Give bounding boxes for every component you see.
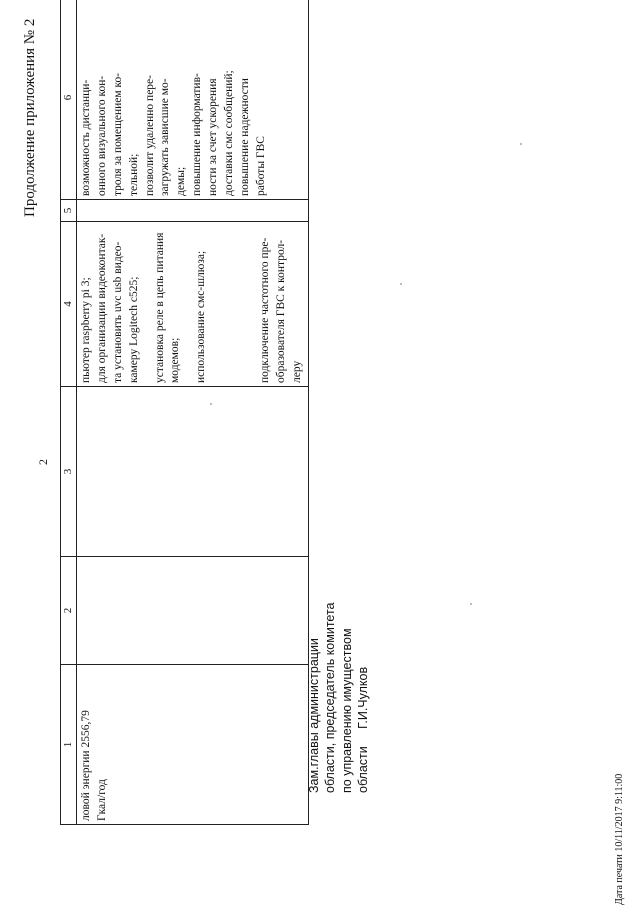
effect-block-4: повышение надежности работы ГВС: [238, 78, 267, 196]
page-number: 2: [36, 459, 50, 465]
cell-col4: [77, 222, 309, 387]
signature-line-2: области, председатель комитета: [323, 602, 338, 793]
column-header-4: 4: [61, 222, 77, 387]
heat-energy-text: ловой энергии 2556,79 Гкал/год: [80, 710, 109, 821]
column-header-1: 1: [61, 665, 77, 825]
cell-col3: [77, 387, 309, 557]
signature-line-3: по управлению имуществом: [339, 628, 354, 793]
scan-speck: [400, 283, 402, 285]
measure-block-1: пьютер raspberry pi 3; для организации видеоконтак- та установить uvc usb видео- камеру Logitech c525;: [80, 233, 140, 383]
appendix-continuation-note: Продолжение приложения № 2: [22, 18, 38, 217]
cell-col6: [77, 0, 309, 200]
signature-line-1: Зам.главы администрации: [307, 638, 321, 793]
scan-speck: [470, 603, 472, 605]
table-header-row: [61, 0, 77, 825]
column-header-2: 2: [61, 557, 77, 665]
signature-line-4: области Г.И.Чулков: [355, 666, 370, 793]
measures-table: [60, 0, 309, 825]
cell-col1: [77, 665, 309, 825]
measure-block-3: использование смс-шлюза;: [195, 250, 208, 383]
cell-col5: [77, 200, 309, 222]
measure-block-4: подключение частотного пре- образователя ГВС к контрол- леру: [259, 237, 303, 383]
cell-col2: [77, 557, 309, 665]
column-header-6: 6: [61, 0, 77, 200]
print-date: Дата печати 10/11/2017 9:11:00: [614, 773, 625, 905]
scan-speck: [520, 143, 522, 145]
scan-speck: [210, 403, 212, 405]
table-row: [77, 0, 309, 825]
column-header-5: 5: [61, 200, 77, 222]
effect-block-3: повышение информатив- ности за счет ускорения доставки смс сообщений;: [191, 70, 235, 196]
effect-block-1: возможность дистанци- онного визуального кон- троля за помещением ко- тельной;: [80, 72, 140, 196]
column-header-3: 3: [61, 387, 77, 557]
effect-block-2: позволит удаленно пере- загружать зависшие мо- демы;: [143, 75, 188, 196]
measure-block-2: установка реле в цепь питания модемов;: [153, 232, 182, 383]
signature-block: [306, 603, 371, 794]
